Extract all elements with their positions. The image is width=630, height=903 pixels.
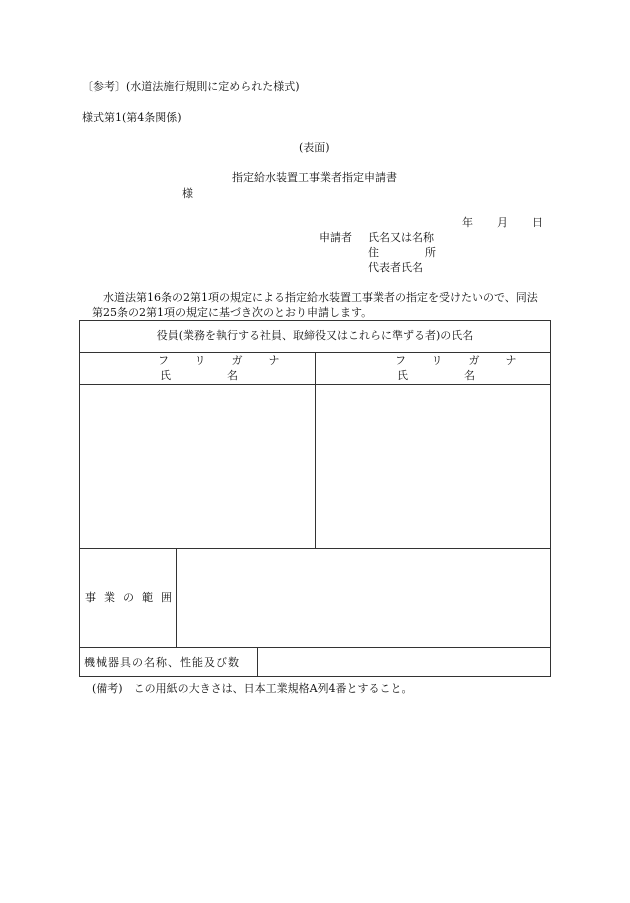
name-label-right-1: 氏 bbox=[397, 369, 408, 382]
name-label-left-1: 氏 bbox=[160, 369, 171, 382]
equipment-label: 機械器具の名称、性能及び数 bbox=[84, 656, 240, 669]
business-scope-label: 事業の範囲 bbox=[85, 591, 180, 604]
date-year: 年 bbox=[462, 216, 473, 229]
applicant-representative-label: 代表者氏名 bbox=[368, 261, 423, 274]
name-label-right-2: 名 bbox=[464, 369, 475, 382]
table-divider bbox=[257, 647, 258, 677]
name-label-left-2: 名 bbox=[227, 369, 238, 382]
table-divider bbox=[79, 647, 551, 648]
furigana-label-right: フリガナ bbox=[395, 354, 543, 367]
body-text-line-2: 第25条の2第1項の規定に基づき次のとおり申請します。 bbox=[92, 306, 373, 319]
applicant-address-label-2: 所 bbox=[425, 246, 436, 259]
table-divider bbox=[315, 352, 316, 548]
form-number: 様式第1(第4条関係) bbox=[82, 111, 182, 124]
applicant-label: 申請者 bbox=[319, 231, 352, 244]
date-day: 日 bbox=[532, 216, 543, 229]
furigana-label-left: フリガナ bbox=[158, 354, 306, 367]
addressee-suffix: 様 bbox=[182, 187, 193, 200]
table-divider bbox=[79, 548, 551, 549]
form-title: 指定給水装置工事業者指定申請書 bbox=[232, 171, 397, 184]
form-side-label: (表面) bbox=[299, 141, 330, 154]
applicant-address-label-1: 住 bbox=[368, 246, 379, 259]
body-text-line-1: 水道法第16条の2第1項の規定による指定給水装置工事業者の指定を受けたいので、同法 bbox=[103, 291, 538, 304]
applicant-name-label: 氏名又は名称 bbox=[368, 231, 434, 244]
remarks-note: (備考) この用紙の大きさは、日本工業規格A列4番とすること。 bbox=[92, 682, 413, 695]
officers-header: 役員(業務を執行する社員、取締役又はこれらに準ずる者)の氏名 bbox=[156, 329, 474, 342]
date-month: 月 bbox=[497, 216, 508, 229]
reference-note: 〔参考〕(水道法施行規則に定められた様式) bbox=[82, 80, 300, 93]
